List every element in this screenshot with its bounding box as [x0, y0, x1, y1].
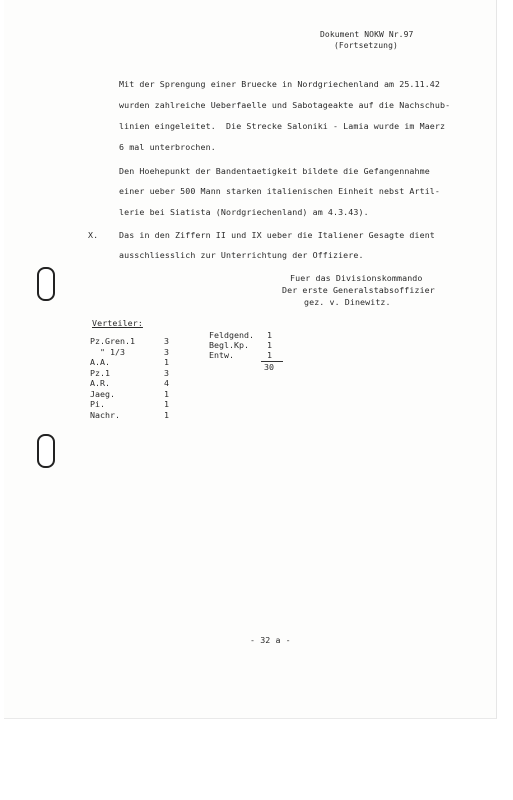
punch-hole — [37, 434, 55, 468]
text-line: wurden zahlreiche Ueberfaelle und Sabotageakte auf die Nachschub- — [119, 100, 451, 110]
signature-line: Der erste Generalstabsoffizier — [282, 285, 435, 295]
list-item: A.R. 4 — [90, 378, 169, 388]
list-item: Pz.Gren.1 3 — [90, 336, 169, 346]
distribution-list-right — [209, 330, 299, 375]
list-item: A.A. 1 — [90, 357, 169, 367]
list-item: Nachr. 1 — [90, 409, 169, 420]
signature-line: Fuer das Divisionskommando — [290, 273, 423, 283]
distribution-list-left — [90, 336, 190, 420]
punch-hole — [37, 267, 55, 301]
text-line: lerie bei Siatista (Nordgriechenland) am 4.3.43). — [119, 207, 369, 217]
text-line: Den Hoehepunkt der Bandentaetigkeit bildete die Gefangennahme — [119, 166, 430, 176]
text-line: 6 mal unterbrochen. — [119, 142, 216, 152]
page-number: - 32 a - — [250, 635, 291, 645]
continuation-note: (Fortsetzung) — [334, 41, 398, 50]
list-item: Entw. 1 — [209, 350, 272, 360]
list-item: Begl.Kp. 1 — [209, 340, 272, 350]
list-item: Pz.1 3 — [90, 367, 169, 378]
distribution-heading: Verteiler: — [92, 318, 143, 328]
list-item: Pi. 1 — [90, 399, 169, 409]
text-line: Das in den Ziffern II und IX ueber die Italiener Gesagte dient — [119, 230, 435, 240]
list-item: Jaeg. 1 — [90, 388, 169, 399]
text-line: ausschliesslich zur Unterrichtung der Offiziere. — [119, 250, 364, 260]
signature-line: gez. v. Dinewitz. — [304, 297, 391, 307]
document-page — [4, 0, 497, 719]
text-line: einer ueber 500 Mann starken italienischen Einheit nebst Artil- — [119, 186, 440, 196]
distribution-total: 30 — [264, 362, 274, 372]
document-reference: Dokument NOKW Nr.97 — [320, 30, 414, 39]
text-line: Mit der Sprengung einer Bruecke in Nordgriechenland am 25.11.42 — [119, 79, 440, 89]
list-item: Feldgend. 1 — [209, 330, 272, 340]
list-item: " 1/3 3 — [90, 346, 169, 357]
section-marker: X. — [88, 230, 99, 240]
text-line: linien eingeleitet. Die Strecke Saloniki - Lamia wurde im Maerz — [119, 121, 446, 131]
